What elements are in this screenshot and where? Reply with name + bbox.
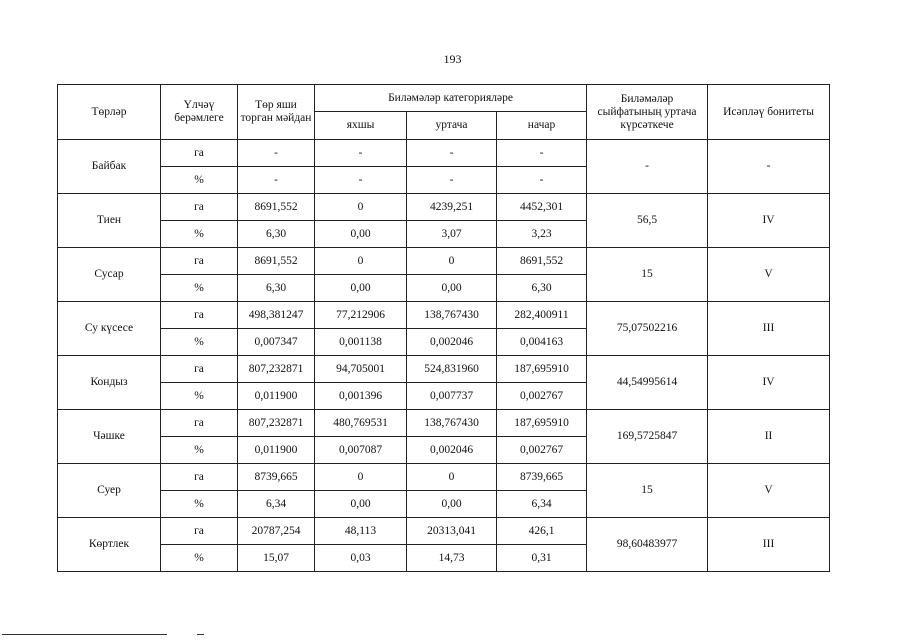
poor-cell: 6,30: [497, 275, 587, 302]
average-cell: 138,767430: [407, 410, 497, 437]
poor-cell: 187,695910: [497, 410, 587, 437]
good-cell: 48,113: [315, 518, 407, 545]
average-cell: 20313,041: [407, 518, 497, 545]
page-number: 193: [443, 52, 462, 66]
unit-cell: га: [161, 356, 238, 383]
header-average: уртача: [407, 112, 497, 140]
table-row: [58, 356, 830, 383]
poor-cell: 187,695910: [497, 356, 587, 383]
unit-cell: %: [161, 383, 238, 410]
area-cell: 807,232871: [238, 356, 315, 383]
good-cell: 0,001138: [315, 329, 407, 356]
area-cell: 6,30: [238, 275, 315, 302]
table-row: [58, 518, 830, 545]
species-cell: Көртлек: [58, 518, 161, 572]
good-cell: 94,705001: [315, 356, 407, 383]
avg-quality-cell: -: [587, 140, 708, 194]
bonitet-cell: IV: [708, 194, 830, 248]
header-bonitet: Исәпләү бонитеты: [708, 85, 830, 140]
average-cell: 14,73: [407, 545, 497, 572]
average-cell: 0,002046: [407, 437, 497, 464]
good-cell: 0,00: [315, 221, 407, 248]
bonitet-cell: III: [708, 302, 830, 356]
avg-quality-cell: 56,5: [587, 194, 708, 248]
unit-cell: %: [161, 167, 238, 194]
bonitet-cell: -: [708, 140, 830, 194]
table-row: [58, 140, 830, 167]
unit-cell: га: [161, 194, 238, 221]
good-cell: 77,212906: [315, 302, 407, 329]
average-cell: 0: [407, 248, 497, 275]
header-avg-quality: Биләмәләр сыйфатының уртача күрсәткече: [587, 85, 708, 140]
unit-cell: %: [161, 491, 238, 518]
poor-cell: 0,004163: [497, 329, 587, 356]
unit-cell: %: [161, 275, 238, 302]
average-cell: 138,767430: [407, 302, 497, 329]
area-cell: 807,232871: [238, 410, 315, 437]
poor-cell: 0,002767: [497, 437, 587, 464]
species-cell: Сусар: [58, 248, 161, 302]
area-cell: 8691,552: [238, 194, 315, 221]
table-row: [58, 248, 830, 275]
average-cell: 4239,251: [407, 194, 497, 221]
area-cell: 0,011900: [238, 383, 315, 410]
average-cell: -: [407, 167, 497, 194]
table-row: [58, 194, 830, 221]
average-cell: 0: [407, 464, 497, 491]
area-cell: 15,07: [238, 545, 315, 572]
unit-cell: га: [161, 248, 238, 275]
poor-cell: 426,1: [497, 518, 587, 545]
avg-quality-cell: 44,54995614: [587, 356, 708, 410]
area-cell: 0,007347: [238, 329, 315, 356]
header-unit: Үлчәү берәмлеге: [161, 85, 238, 140]
bonitet-cell: V: [708, 464, 830, 518]
table-row: [58, 464, 830, 491]
unit-cell: га: [161, 518, 238, 545]
average-cell: 524,831960: [407, 356, 497, 383]
header-poor: начар: [497, 112, 587, 140]
table-row: [58, 410, 830, 437]
average-cell: 3,07: [407, 221, 497, 248]
area-cell: 20787,254: [238, 518, 315, 545]
poor-cell: -: [497, 140, 587, 167]
good-cell: -: [315, 167, 407, 194]
unit-cell: га: [161, 464, 238, 491]
average-cell: -: [407, 140, 497, 167]
poor-cell: 3,23: [497, 221, 587, 248]
avg-quality-cell: 98,60483977: [587, 518, 708, 572]
average-cell: 0,00: [407, 491, 497, 518]
footnote-dash: [197, 634, 204, 635]
good-cell: 0,00: [315, 491, 407, 518]
average-cell: 0,002046: [407, 329, 497, 356]
bonitet-cell: IV: [708, 356, 830, 410]
header-good: яхшы: [315, 112, 407, 140]
header-species: Төрләр: [58, 85, 161, 140]
good-cell: 0,007087: [315, 437, 407, 464]
header-area: Төр яши торган мәйдан: [238, 85, 315, 140]
good-cell: 0: [315, 248, 407, 275]
good-cell: 480,769531: [315, 410, 407, 437]
species-cell: Кондыз: [58, 356, 161, 410]
unit-cell: %: [161, 329, 238, 356]
good-cell: 0,03: [315, 545, 407, 572]
good-cell: 0: [315, 464, 407, 491]
good-cell: 0,00: [315, 275, 407, 302]
unit-cell: га: [161, 302, 238, 329]
poor-cell: 4452,301: [497, 194, 587, 221]
unit-cell: %: [161, 545, 238, 572]
species-cell: Тиен: [58, 194, 161, 248]
unit-cell: %: [161, 437, 238, 464]
avg-quality-cell: 15: [587, 248, 708, 302]
poor-cell: 8739,665: [497, 464, 587, 491]
bonitet-cell: II: [708, 410, 830, 464]
poor-cell: 0,002767: [497, 383, 587, 410]
area-cell: 6,34: [238, 491, 315, 518]
bonitet-cell: III: [708, 518, 830, 572]
habitat-table: [57, 84, 830, 572]
good-cell: 0: [315, 194, 407, 221]
good-cell: 0,001396: [315, 383, 407, 410]
poor-cell: 282,400911: [497, 302, 587, 329]
footnote-separator: [2, 634, 167, 635]
species-cell: Байбак: [58, 140, 161, 194]
area-cell: 8691,552: [238, 248, 315, 275]
poor-cell: 8691,552: [497, 248, 587, 275]
species-cell: Суер: [58, 464, 161, 518]
poor-cell: 0,31: [497, 545, 587, 572]
good-cell: -: [315, 140, 407, 167]
avg-quality-cell: 75,07502216: [587, 302, 708, 356]
table-row: [58, 302, 830, 329]
avg-quality-cell: 15: [587, 464, 708, 518]
area-cell: -: [238, 167, 315, 194]
poor-cell: -: [497, 167, 587, 194]
bonitet-cell: V: [708, 248, 830, 302]
poor-cell: 6,34: [497, 491, 587, 518]
area-cell: 498,381247: [238, 302, 315, 329]
species-cell: Чәшке: [58, 410, 161, 464]
header-categories-group: Биләмәләр категорияләре: [315, 85, 587, 112]
unit-cell: %: [161, 221, 238, 248]
area-cell: -: [238, 140, 315, 167]
area-cell: 6,30: [238, 221, 315, 248]
table-body: [58, 140, 830, 572]
average-cell: 0,007737: [407, 383, 497, 410]
area-cell: 0,011900: [238, 437, 315, 464]
unit-cell: га: [161, 410, 238, 437]
avg-quality-cell: 169,5725847: [587, 410, 708, 464]
average-cell: 0,00: [407, 275, 497, 302]
area-cell: 8739,665: [238, 464, 315, 491]
unit-cell: га: [161, 140, 238, 167]
species-cell: Су күсесе: [58, 302, 161, 356]
